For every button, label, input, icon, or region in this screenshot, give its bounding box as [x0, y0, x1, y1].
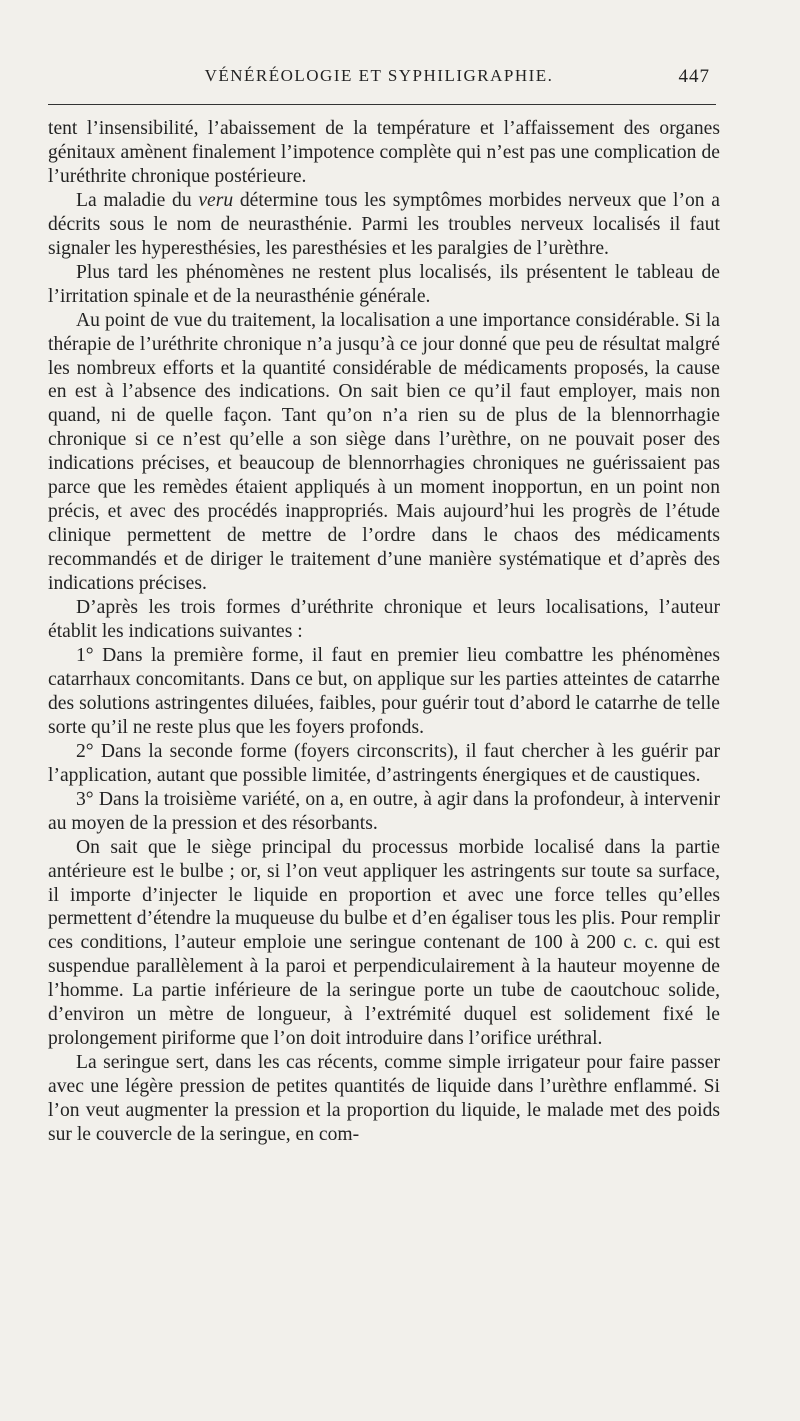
paragraph: Plus tard les phénomènes ne restent plus localisés, ils présentent le tableau de l’irritation spinale et de la neurasthénie générale. — [48, 261, 720, 307]
paragraph-continuation: tent l’insensibilité, l’abaissement de la température et l’affaissement des organes génitaux amènent finalement l’impotence complète qui n’est pas une complication de l’uréthrite chronique postérieure. — [48, 118, 720, 187]
veru-after: détermine tous les symptômes morbides nerveux que l’on a décrits sous le nom de neurasthénie. Parmi les troubles nerveux localisés il faut signaler les hyperesthésies, les paresthésies et les paralgies de l’urèthre. — [48, 189, 720, 259]
list-item-2: 2° Dans la seconde forme (foyers circonscrits), il faut chercher à les guérir par l’application, autant que possible limitée, d’astringents énergiques et de caustiques. — [48, 740, 720, 786]
running-title: VÉNÉRÉOLOGIE ET SYPHILIGRAPHIE. — [204, 66, 554, 85]
paragraph: On sait que le siège principal du processus morbide localisé dans la partie antérieure est le bulbe ; or, si l’on veut appliquer les astringents sur toute sa surface, il importe d’injecter le liquide en proportion et avec une force telles qu’elles permettent d’étendre la muqueuse du bulbe et d’en égaliser tous les plis. Pour remplir ces conditions, l’auteur emploie une seringue contenant de 100 à 200 c. c. qui est suspendue parallèlement à la paroi et perpendiculairement à la hauteur moyenne de l’homme. La partie inférieure de la seringue porte un tube de caoutchouc solide, d’environ un mètre de longueur, à l’extrémité duquel est solidement fixé le prolongement piriforme que l’on doit introduire dans l’orifice uréthral. — [48, 836, 720, 1050]
header-rule — [48, 104, 716, 105]
paragraph: D’après les trois formes d’uréthrite chronique et leurs localisations, l’auteur établit les indications suivantes : — [48, 597, 720, 643]
body-text — [48, 117, 720, 1147]
paragraph: La seringue sert, dans les cas récents, comme simple irrigateur pour faire passer avec une légère pression de petites quantités de liquide dans l’urèthre enflammé. Si l’on veut augmenter la pression et la proportion du liquide, le malade met des poids sur le couvercle de la seringue, en com- — [48, 1052, 720, 1146]
paragraph: Au point de vue du traitement, la localisation a une importance considérable. Si la thérapie de l’uréthrite chronique n’a jusqu’à ce jour donné que peu de résultat malgré les nombreux efforts et la quantité considérable de médicaments proposés, la cause en est à l’absence des indications. On sait bien ce qu’il faut employer, mais non quand, ni de quelle façon. Tant qu’on n’a rien su de plus de la blennorrhagie chronique si ce n’est qu’elle a son siège dans l’urèthre, on ne pouvait poser des indications précises, et beaucoup de blennorrhagies chroniques ne guérissaient pas parce que les remèdes étaient appliqués à un moment inopportun, en un point non précis, et avec des procédés inappropriés. Mais aujourd’hui les progrès de l’étude clinique permettent de mettre de l’ordre dans le chaos des médicaments recommandés et de diriger le traitement d’une manière systématique et d’après des indications précises. — [48, 309, 720, 595]
veru-before: La maladie du — [76, 189, 199, 211]
paragraph-veru — [48, 189, 720, 261]
running-head — [48, 66, 710, 92]
veru-term: veru — [198, 189, 234, 211]
list-item-1: 1° Dans la première forme, il faut en premier lieu combattre les phénomènes catarrhaux concomitants. Dans ce but, on applique sur les parties atteintes de catarrhe des solutions astringentes diluées, faibles, pour guérir tout d’abord le catarrhe de telle sorte qu’il ne reste plus que les foyers profonds. — [48, 644, 720, 738]
list-item-3: 3° Dans la troisième variété, on a, en outre, à agir dans la profondeur, à intervenir au moyen de la pression et des résorbants. — [48, 788, 720, 834]
page-number: 447 — [678, 66, 710, 87]
